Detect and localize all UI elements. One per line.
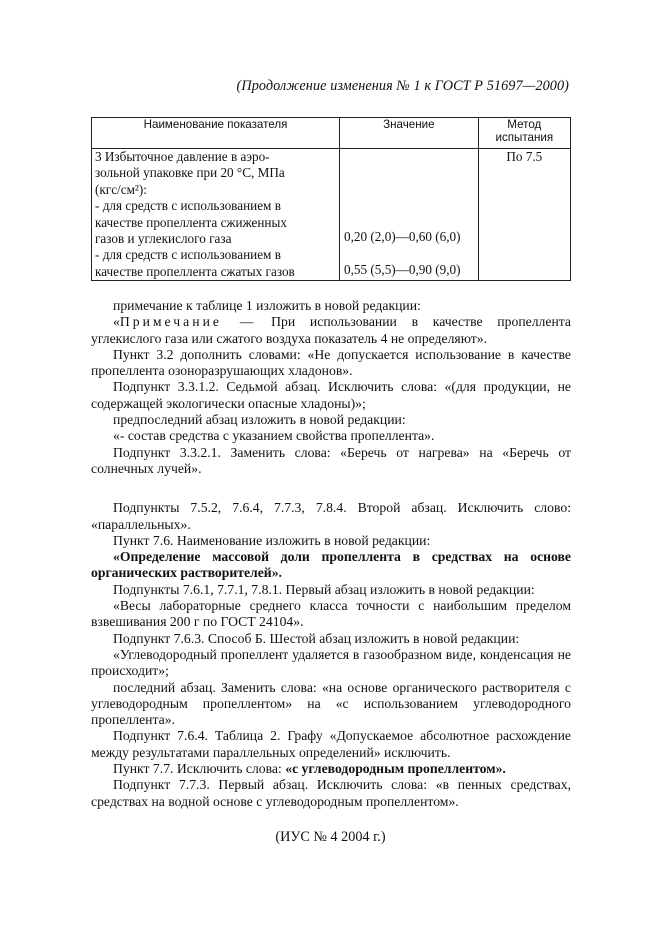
paragraph: «- состав средства с указанием свойства пропеллента». bbox=[113, 428, 435, 444]
quote-open: « bbox=[113, 314, 120, 330]
indicator-name-line: (кгс/см²): bbox=[95, 181, 147, 197]
column-header-method: Метод испытания bbox=[478, 118, 570, 149]
column-header-value: Значение bbox=[340, 118, 479, 149]
test-method-cell: По 7.5 bbox=[478, 149, 570, 281]
value-liquefied-gas: 0,20 (2,0)—0,60 (6,0) bbox=[344, 229, 461, 244]
paragraph: Подпункт 7.7.3. Первый абзац. Исключить слова: «в пенных средствах, средствах на водной основе с углеводородным пропеллентом». bbox=[91, 777, 571, 809]
table-header-row bbox=[92, 118, 571, 149]
document-body bbox=[91, 298, 571, 810]
paragraph: Подпункт 7.6.3. Способ Б. Шестой абзац изложить в новой редакции: bbox=[113, 630, 520, 646]
paragraph: Подпункт 3.3.1.2. Седьмой абзац. Исключить слова: «(для продукции, не содержащей экологически опасные хладоны)»; bbox=[91, 379, 571, 411]
indicator-name-line: - для средств с использованием в bbox=[95, 198, 281, 214]
paragraph bbox=[91, 314, 571, 347]
paragraph: Подпункты 7.6.1, 7.7.1, 7.8.1. Первый абзац изложить в новой редакции: bbox=[113, 581, 535, 597]
section-title-bold: «Определение массовой доли пропеллента в средствах на основе органических растворителей». bbox=[91, 549, 571, 581]
paragraph: предпоследний абзац изложить в новой редакции: bbox=[113, 412, 406, 428]
paragraph: Пункт 3.2 дополнить словами: «Не допускается использование в качестве пропеллента озоноразрушающих хладонов». bbox=[91, 346, 571, 379]
paragraph-text: Пункт 7.7. Исключить слова: bbox=[113, 761, 286, 777]
paragraph: «Весы лабораторные среднего класса точности с наибольшим пределом взвешивания 200 г по ГОСТ 24104». bbox=[91, 598, 571, 630]
indicator-table bbox=[91, 117, 571, 281]
indicator-name-line: газов и углекислого газа bbox=[95, 231, 232, 247]
indicator-name-line: 3 Избыточное давление в аэро- bbox=[95, 149, 270, 164]
indicator-name-line: качестве пропеллента сжатых газов bbox=[95, 263, 295, 279]
indicator-name-line: - для средств с использованием в bbox=[95, 247, 281, 263]
bold-phrase: «с углеводородным пропеллентом». bbox=[285, 761, 506, 777]
indicator-name-line: качестве пропеллента сжиженных bbox=[95, 214, 287, 230]
paragraph: Подпункт 7.6.4. Таблица 2. Графу «Допускаемое абсолютное расхождение между результатами параллельных определений» исключить. bbox=[91, 728, 571, 760]
column-header-name: Наименование показателя bbox=[92, 118, 340, 149]
paragraph: Подпункты 7.5.2, 7.6.4, 7.7.3, 7.8.4. Второй абзац. Исключить слово: «параллельных». bbox=[91, 500, 571, 532]
paragraph: примечание к таблице 1 изложить в новой редакции: bbox=[113, 298, 421, 313]
paragraph: последний абзац. Заменить слова: «на основе органического растворителя с углеводородным пропеллентом» на «с использованием углеводородного пропеллента». bbox=[91, 679, 571, 728]
continuation-header: (Продолжение изменения № 1 к ГОСТ Р 51697—2000) bbox=[236, 78, 569, 94]
indicator-name-cell bbox=[92, 149, 340, 281]
indicator-name-line: зольной упаковке при 20 °С, МПа bbox=[95, 165, 285, 181]
table-row bbox=[92, 149, 571, 281]
paragraph: «Углеводородный пропеллент удаляется в газообразном виде, конденсация не происходит»; bbox=[91, 646, 571, 679]
note-label: Примечание — bbox=[119, 314, 257, 330]
paragraph: Пункт 7.6. Наименование изложить в новой редакции: bbox=[113, 532, 431, 548]
paragraph: Подпункт 3.3.2.1. Заменить слова: «Беречь от нагрева» на «Беречь от солнечных лучей». bbox=[91, 444, 571, 476]
indicator-value-cell bbox=[340, 149, 479, 281]
value-compressed-gas: 0,55 (5,5)—0,90 (9,0) bbox=[344, 262, 461, 277]
paragraph bbox=[91, 761, 571, 777]
paragraph-text: При использовании в качестве пропеллента углекислого газа или сжатого воздуха показатель 4 не определяют». bbox=[91, 314, 571, 346]
publication-reference: (ИУС № 4 2004 г.) bbox=[275, 829, 386, 845]
